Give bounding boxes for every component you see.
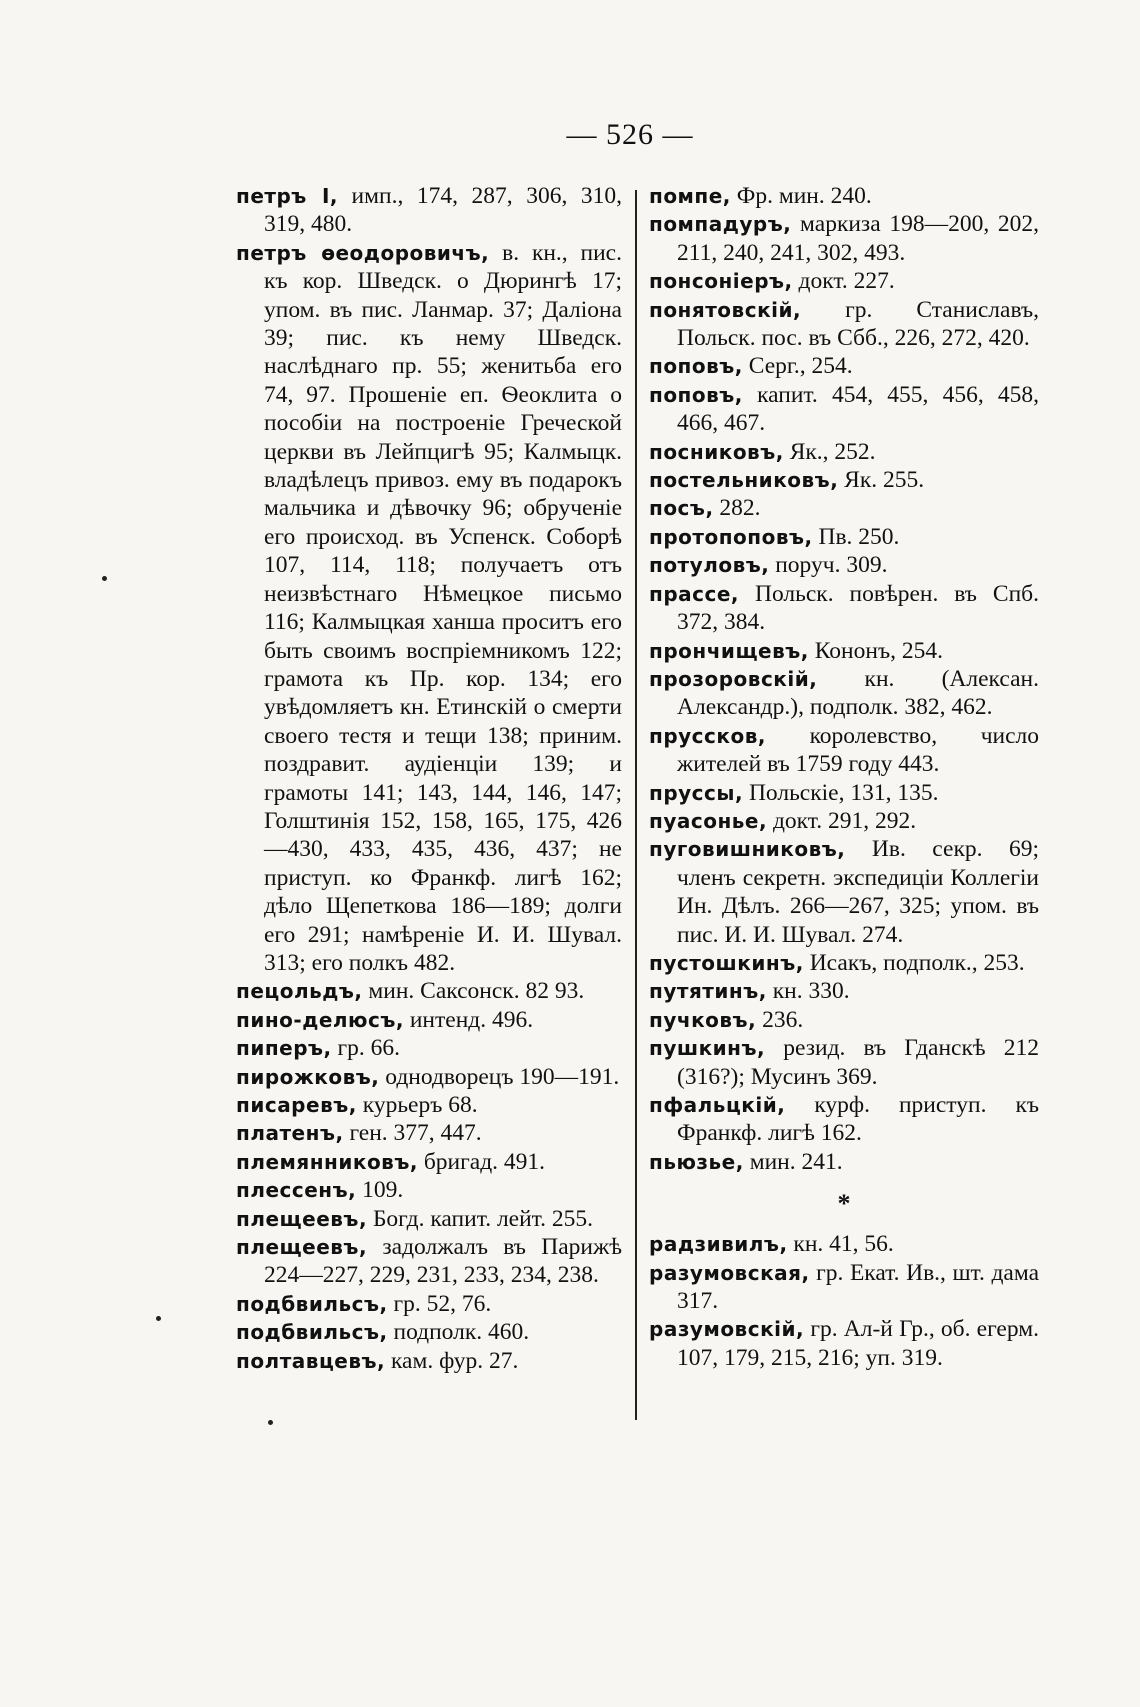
- entry-references: Як. 255.: [844, 467, 925, 494]
- index-entry: [649, 267, 1039, 295]
- entry-headword: плещеевъ,: [236, 1206, 368, 1231]
- index-entry: [649, 637, 1039, 665]
- entry-headword: петръ I,: [236, 184, 338, 208]
- entry-headword: плещеевъ,: [236, 1235, 368, 1260]
- index-entry: [649, 1148, 1039, 1176]
- entry-headword: поповъ,: [649, 382, 743, 407]
- index-entry: [236, 1176, 622, 1204]
- index-entry: [649, 835, 1039, 949]
- entry-references: Исакъ, подполк., 253.: [809, 949, 1025, 976]
- entry-headword: петръ ѳеодоровичъ,: [236, 240, 490, 265]
- index-entry: [649, 494, 1039, 522]
- index-entry: [649, 580, 1039, 637]
- index-entry: [236, 1091, 622, 1119]
- right-column-r-entries: [649, 1230, 1039, 1372]
- index-entry: [649, 523, 1039, 551]
- entry-references: Польскіе, 131, 135.: [748, 779, 939, 806]
- index-entry: [236, 1148, 622, 1176]
- index-entry: [649, 296, 1039, 353]
- entry-headword: пьюзье,: [649, 1149, 744, 1174]
- entry-headword: помпе,: [649, 184, 731, 208]
- entry-headword: пирожковъ,: [236, 1064, 380, 1089]
- entry-headword: племянниковъ,: [236, 1149, 418, 1174]
- index-entry: [649, 949, 1039, 977]
- entry-headword: пецольдъ,: [236, 979, 363, 1004]
- index-entry: [236, 1063, 622, 1091]
- entry-references: Пв. 250.: [818, 523, 900, 550]
- right-column: [649, 182, 1039, 1372]
- entry-headword: помпадуръ,: [649, 212, 792, 237]
- index-entry: [236, 1233, 622, 1290]
- entry-references: Серг., 254.: [748, 353, 853, 380]
- entry-references: бригад. 491.: [423, 1148, 546, 1175]
- entry-headword: пфальцкій,: [649, 1093, 786, 1117]
- index-entry: [649, 1034, 1039, 1091]
- entry-references: маркиза 198—200, 202, 211, 240, 241, 302, 493.: [677, 211, 1039, 266]
- entry-headword: пиперъ,: [236, 1036, 332, 1061]
- entry-headword: радзивилъ,: [649, 1232, 788, 1257]
- entry-references: королевство, число жителей въ 1759 году 443.: [677, 722, 1040, 778]
- index-entry: [649, 779, 1039, 807]
- entry-headword: пушкинъ,: [649, 1036, 766, 1061]
- entry-references: имп., 174, 287, 306, 310, 319, 480.: [264, 183, 622, 238]
- entry-references: мин. Саксонск. 82 93.: [368, 978, 585, 1005]
- print-speck: [156, 1316, 161, 1321]
- index-entry: [649, 807, 1039, 835]
- entry-references: Богд. капит. лейт. 255.: [372, 1205, 594, 1232]
- entry-headword: подбвильсъ,: [236, 1291, 388, 1316]
- entry-references: однодворецъ 190—191.: [385, 1063, 620, 1090]
- index-entry: [649, 466, 1039, 494]
- entry-headword: постельниковъ,: [649, 468, 839, 493]
- entry-headword: прозоровскій,: [649, 666, 818, 691]
- left-column: [236, 182, 622, 1375]
- right-column-p-entries: [649, 182, 1039, 1176]
- index-entry: [236, 239, 622, 978]
- entry-references: кн. (Алексан. Александр.), подполк. 382, 462.: [677, 665, 1039, 721]
- index-entry: [236, 1290, 622, 1318]
- index-entry: [236, 1205, 622, 1233]
- entry-references: в. кн., пис. къ кор. Шведск. о Дюрингѣ 17; упом. въ пис. Ланмар. 37; Даліона 39; пис. къ нему Шведск. наслѣднаго пр. 55; женитьба его 74, 97. Прошеніе еп. Ѳеоклита о пособіи на построеніе Греческой церкви въ Лейпцигѣ 95; Калмыцк. владѣлецъ привоз. ему въ подарокъ мальчика и дѣвочку 96; обрученіе его происход. въ Успенск. Соборѣ 107, 114, 118; получаетъ отъ неизвѣстнаго Нѣмецкое письмо 116; Калмыцкая ханша проситъ его быть своимъ воспріемникомъ 122; грамота къ Пр. кор. 134; его увѣдомляетъ кн. Етинскій о смерти своего тестя и тещи 138; приним. поздравит. аудіенціи 139; и грамоты 141; 143, 144, 146, 147; Голштинія 152, 158, 165, 175, 426—430, 433, 435, 436, 437; не приступ. ко Франкф. лигѣ 162; дѣло Щепеткова 186—189; долги его 291; намѣреніе И. И. Шувал. 313; его полкъ 482.: [264, 239, 622, 976]
- index-entry: [236, 1006, 622, 1034]
- index-entry: [649, 1315, 1039, 1372]
- entry-references: кам. фур. 27.: [391, 1347, 519, 1374]
- index-entry: [236, 1119, 622, 1147]
- entry-references: гр. Станиславъ, Польск. пос. въ Сбб., 226, 272, 420.: [677, 296, 1039, 352]
- entry-headword: платенъ,: [236, 1121, 344, 1146]
- entry-references: капит. 454, 455, 456, 458, 466, 467.: [677, 381, 1040, 437]
- entry-references: резид. въ Гданскѣ 212 (316?); Мусинъ 369.: [677, 1035, 1040, 1090]
- index-entry: [649, 977, 1039, 1005]
- print-speck: [268, 1420, 273, 1425]
- index-entry: [649, 352, 1039, 380]
- index-entry: [236, 1347, 622, 1375]
- page-number: — 526 —: [566, 118, 694, 151]
- entry-references: Фр. мин. 240.: [736, 183, 872, 209]
- index-entry: [649, 722, 1039, 779]
- index-entry: [649, 1091, 1039, 1148]
- index-entry: [649, 665, 1039, 722]
- entry-references: 282.: [719, 495, 761, 522]
- entry-headword: плессенъ,: [236, 1178, 357, 1203]
- index-entry: [236, 1318, 622, 1346]
- entry-headword: посъ,: [649, 496, 714, 521]
- entry-references: курф. приступ. къ Франкф. лигѣ 162.: [677, 1092, 1040, 1147]
- entry-references: гр. Екат. Ив., шт. дама 317.: [677, 1259, 1040, 1315]
- index-entry: [649, 1259, 1039, 1316]
- entry-references: гр. Ал-й Гр., об. егерм. 107, 179, 215, 216; уп. 319.: [677, 1316, 1039, 1371]
- entry-headword: пино-делюсъ,: [236, 1007, 404, 1032]
- entry-headword: разумовская,: [649, 1260, 810, 1285]
- entry-references: Польск. повѣрен. въ Спб. 372, 384.: [677, 580, 1040, 636]
- entry-headword: протопоповъ,: [649, 524, 813, 549]
- entry-headword: прончищевъ,: [649, 638, 809, 663]
- entry-headword: путятинъ,: [649, 979, 767, 1004]
- index-entry: [649, 1006, 1039, 1034]
- entry-headword: пуговишниковъ,: [649, 837, 846, 862]
- section-separator: *: [837, 1189, 851, 1219]
- index-entry: [649, 381, 1039, 438]
- index-entry: [649, 438, 1039, 466]
- entry-headword: пруссков,: [649, 723, 766, 748]
- entry-references: Ив. секр. 69; членъ секретн. экспедиціи Коллегіи Ин. Дѣлъ. 266—267, 325; упом. въ пис. И. И. Шувал. 274.: [677, 836, 1039, 948]
- entry-references: гр. 52, 76.: [393, 1290, 492, 1317]
- index-entry: [236, 1034, 622, 1062]
- index-entry: [236, 977, 622, 1005]
- index-entry: [649, 1230, 1039, 1258]
- entry-references: интенд. 496.: [409, 1006, 534, 1033]
- entry-references: курьеръ 68.: [362, 1092, 478, 1118]
- entry-headword: понятовскій,: [649, 297, 802, 322]
- index-entry: [649, 182, 1039, 210]
- entry-references: кн. 41, 56.: [793, 1231, 894, 1258]
- entry-headword: подбвильсъ,: [236, 1320, 388, 1345]
- index-entry: [236, 182, 622, 239]
- entry-headword: понсоніеръ,: [649, 269, 793, 294]
- entry-references: докт. 291, 292.: [772, 807, 917, 834]
- entry-references: Як., 252.: [789, 438, 876, 465]
- entry-references: 109.: [362, 1177, 404, 1204]
- entry-headword: полтавцевъ,: [236, 1348, 386, 1373]
- index-entry: [649, 210, 1039, 267]
- column-divider: [635, 190, 637, 1420]
- print-speck: [102, 576, 107, 581]
- index-entry: [649, 551, 1039, 579]
- entry-headword: писаревъ,: [236, 1093, 357, 1117]
- entry-references: докт. 227.: [798, 268, 895, 295]
- entry-headword: пуасонье,: [649, 808, 768, 833]
- entry-headword: пруссы,: [649, 780, 744, 805]
- entry-references: Кононъ, 254.: [814, 637, 943, 664]
- entry-headword: посниковъ,: [649, 439, 784, 464]
- entry-headword: поповъ,: [649, 354, 743, 379]
- entry-references: мин. 241.: [749, 1148, 843, 1175]
- entry-references: поруч. 309.: [775, 552, 888, 579]
- entry-references: гр. 66.: [337, 1035, 401, 1062]
- entry-headword: пустошкинъ,: [649, 950, 804, 975]
- entry-references: 236.: [762, 1006, 804, 1033]
- entry-references: подполк. 460.: [393, 1319, 530, 1346]
- entry-headword: разумовскій,: [649, 1317, 805, 1342]
- entry-references: ген. 377, 447.: [349, 1120, 482, 1147]
- entry-references: задолжалъ въ Парижѣ 224—227, 229, 231, 233, 234, 238.: [264, 1234, 623, 1289]
- entry-headword: потуловъ,: [649, 553, 770, 578]
- entry-headword: прассе,: [649, 581, 740, 606]
- entry-references: кн. 330.: [772, 978, 850, 1005]
- entry-headword: пучковъ,: [649, 1007, 757, 1032]
